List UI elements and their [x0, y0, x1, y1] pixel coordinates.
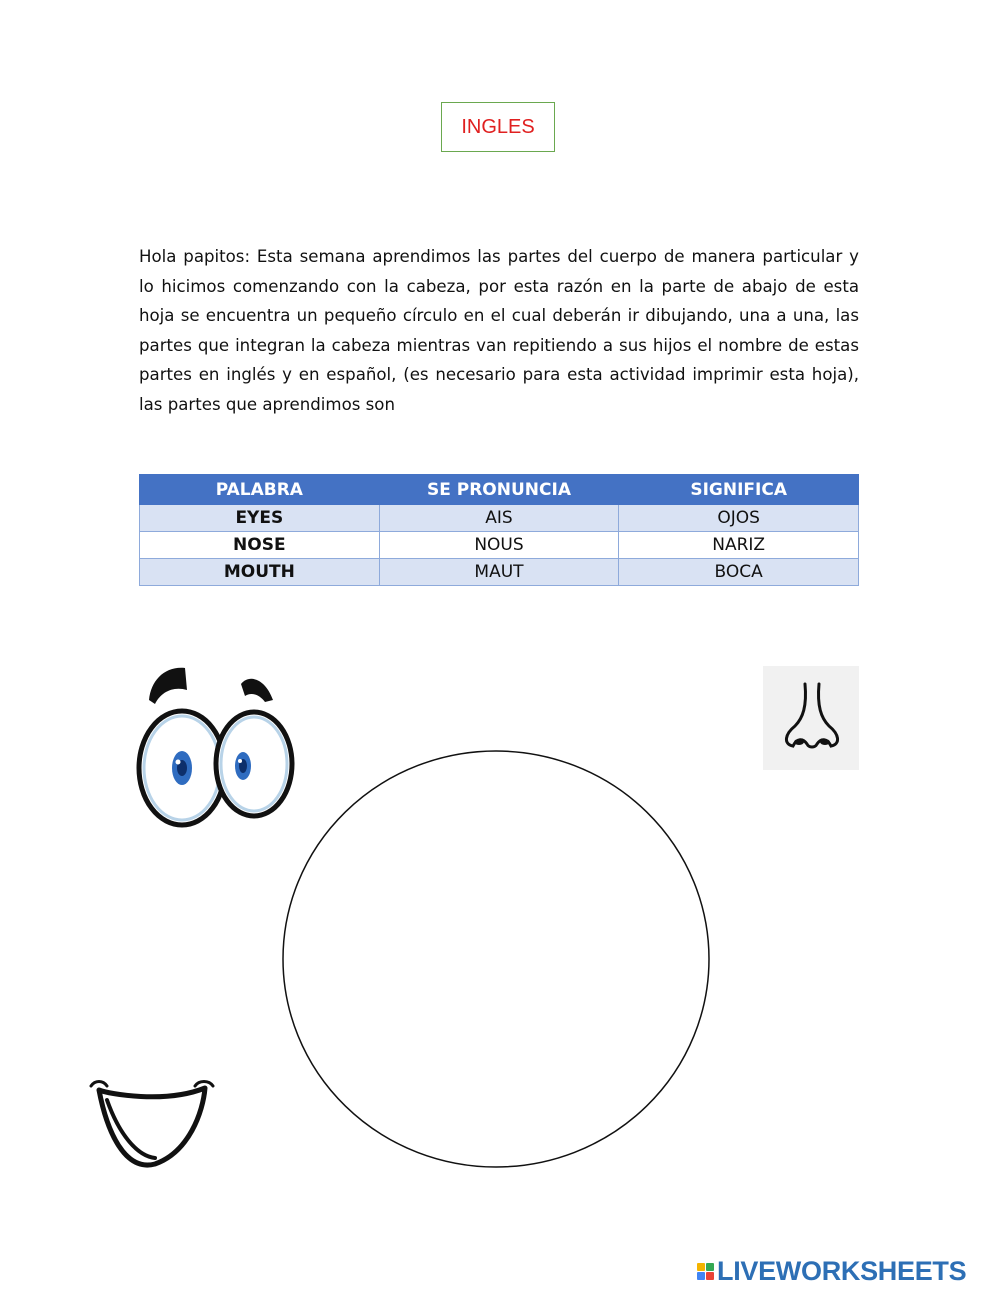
liveworksheets-brand[interactable] [697, 1256, 966, 1287]
row-meaning: NARIZ [619, 532, 859, 559]
row-word: NOSE [140, 532, 380, 559]
row-word: EYES [140, 505, 380, 532]
row-word: MOUTH [140, 559, 380, 586]
intro-paragraph: Hola papitos: Esta semana aprendimos las partes del cuerpo de manera particular y lo hicimos comenzando con la cabeza, por esta razón en la parte de abajo de esta hoja se encuentra un pequeño círculo en el cual deberán ir dibujando, una a una, las partes que integran la cabeza mientras van repitiendo a sus hijos el nombre de estas partes en inglés y en español, (es necesario para esta actividad imprimir esta hoja), las partes que aprendimos son [139, 247, 859, 414]
table-row [140, 532, 859, 559]
row-meaning: OJOS [619, 505, 859, 532]
mouth-left-dimple [91, 1082, 107, 1087]
drawing-circle[interactable] [281, 749, 711, 1169]
row-meaning: BOCA [619, 559, 859, 586]
smiling-mouth-illustration[interactable] [85, 1072, 220, 1172]
row-pronunciation: NOUS [379, 532, 619, 559]
mouth-shape [99, 1088, 205, 1165]
table-row [140, 559, 859, 586]
header-pronunciation: SE PRONUNCIA [379, 475, 619, 505]
header-word: PALABRA [140, 475, 380, 505]
right-eyebrow [241, 679, 273, 702]
cartoon-eyes-illustration[interactable] [135, 660, 300, 830]
row-pronunciation: AIS [379, 505, 619, 532]
table-header-row [140, 475, 859, 505]
row-pronunciation: MAUT [379, 559, 619, 586]
liveworksheets-logo-icon [697, 1263, 714, 1280]
left-eye-highlight [176, 760, 181, 765]
vocabulary-table [139, 474, 859, 586]
page-title: INGLES [461, 115, 535, 138]
title-box [441, 102, 555, 152]
brand-name: LIVEWORKSHEETS [717, 1256, 967, 1286]
table-row [140, 505, 859, 532]
mouth-right-dimple [195, 1082, 213, 1087]
left-eyebrow [149, 668, 187, 704]
nose-icon [763, 666, 859, 770]
header-meaning: SIGNIFICA [619, 475, 859, 505]
nose-drawing-illustration[interactable] [763, 666, 859, 770]
right-eye-highlight [238, 759, 242, 763]
